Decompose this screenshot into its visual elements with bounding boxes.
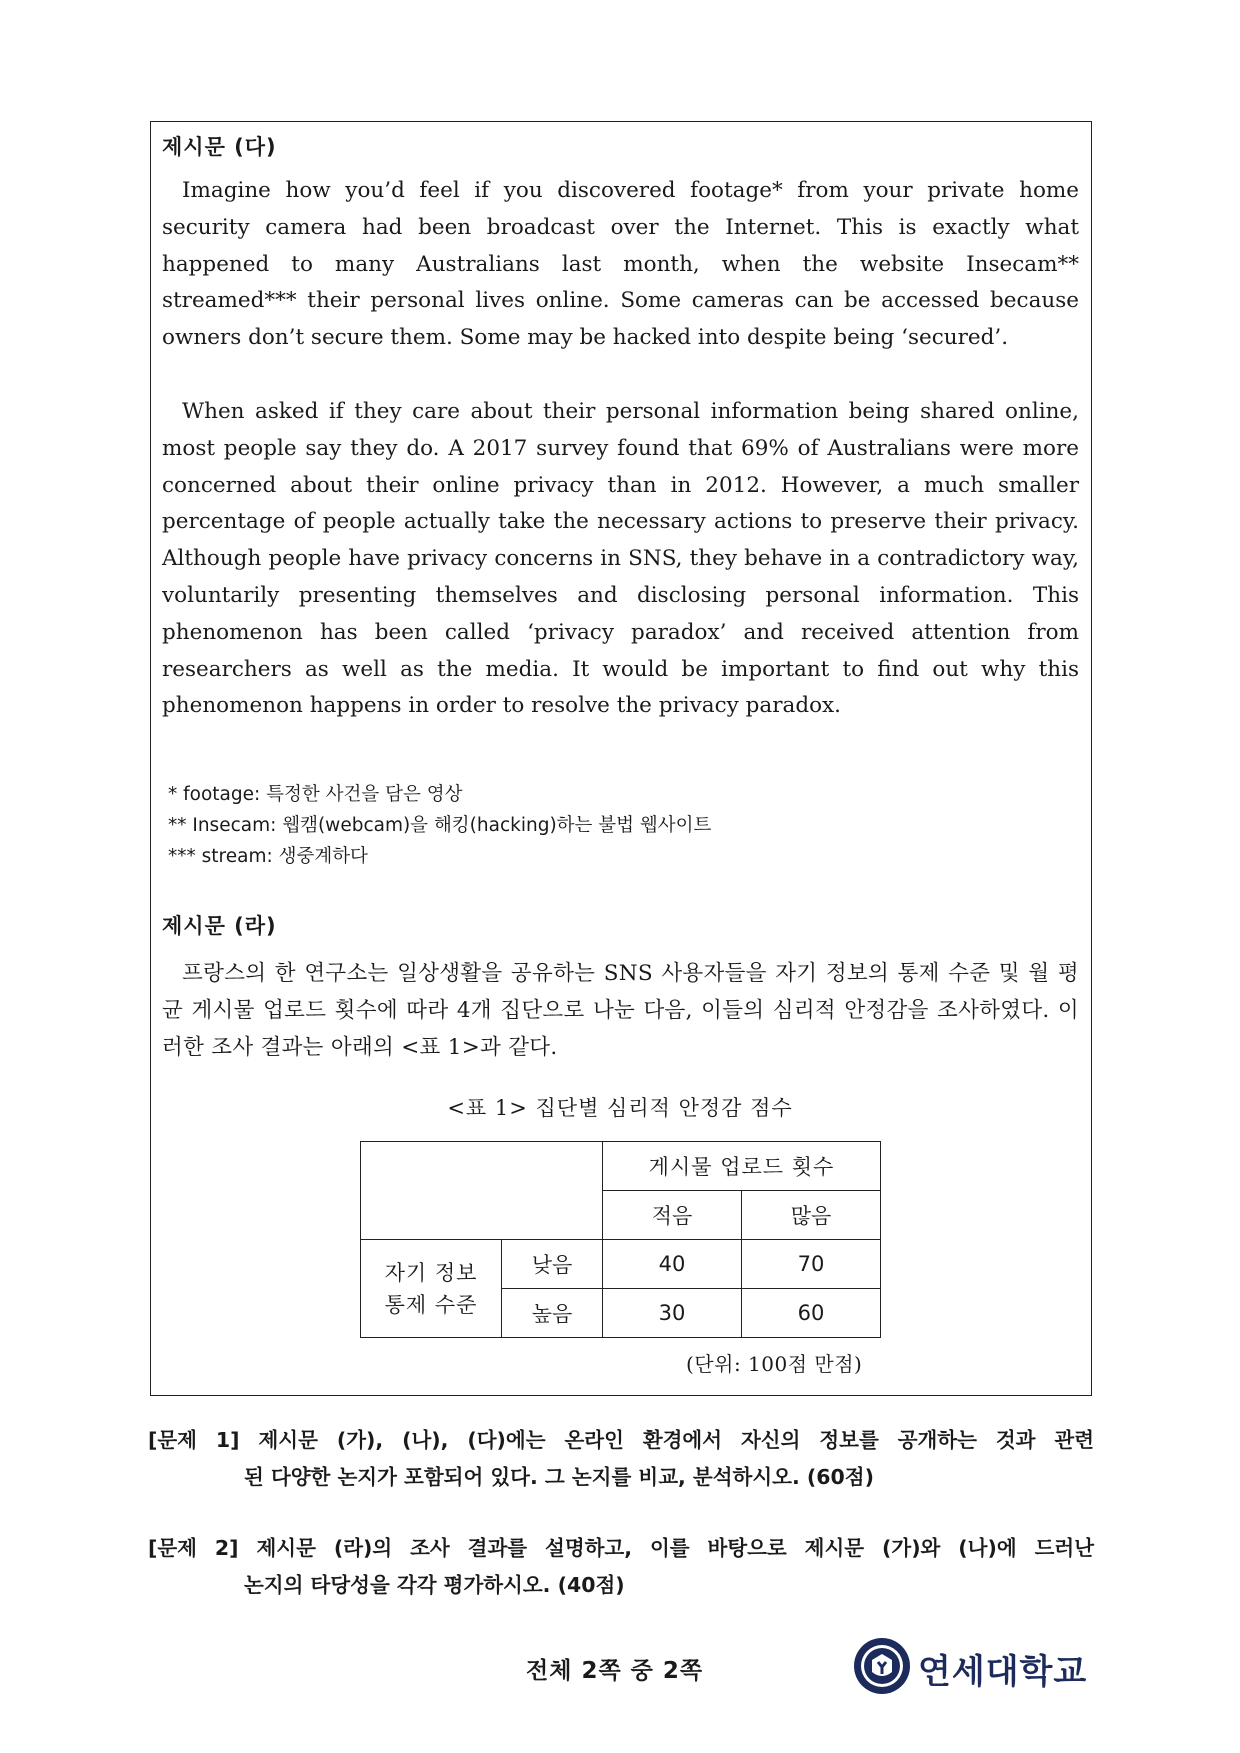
page-number: 전체 2쪽 중 2쪽 xyxy=(526,1658,704,1684)
university-seal-icon xyxy=(852,1636,912,1701)
footnote-stream: *** stream: 생중계하다 xyxy=(168,846,368,867)
cell-high-control-many-posts: 60 xyxy=(742,1289,881,1338)
column-header-high: 많음 xyxy=(742,1191,881,1240)
cell-low-control-few-posts: 40 xyxy=(603,1240,742,1289)
university-logo xyxy=(852,1636,1087,1701)
question-2 xyxy=(148,1530,1094,1604)
passage-c-heading: 제시문 (다) xyxy=(162,135,277,159)
table-corner-cell xyxy=(361,1142,603,1240)
question-2-line-1: [문제 2] 제시문 (라)의 조사 결과를 설명하고, 이를 바탕으로 제시문 (가)와 (나)에 드러난 xyxy=(148,1536,1094,1560)
question-1 xyxy=(148,1422,1094,1496)
column-header-low: 적음 xyxy=(603,1191,742,1240)
footnote-insecam: ** Insecam: 웹캠(webcam)을 해킹(hacking)하는 불법 웹사이트 xyxy=(168,815,712,836)
question-1-line-2: 된 다양한 논지가 포함되어 있다. 그 논지를 비교, 분석하시오. (60점) xyxy=(244,1465,874,1489)
result-table xyxy=(360,1141,881,1338)
footnote-footage: * footage: 특정한 사건을 담은 영상 xyxy=(168,784,463,805)
cell-low-control-many-posts: 70 xyxy=(742,1240,881,1289)
footnotes xyxy=(168,779,711,872)
logo-text: 연세대학교 xyxy=(918,1652,1088,1692)
cell-high-control-few-posts: 30 xyxy=(603,1289,742,1338)
column-group-header: 게시물 업로드 횟수 xyxy=(603,1142,881,1191)
question-1-line-1: [문제 1] 제시문 (가), (나), (다)에는 온라인 환경에서 자신의 정보를 공개하는 것과 관련 xyxy=(148,1428,1094,1452)
passage-d-heading: 제시문 (라) xyxy=(162,914,277,938)
row-group-header: 자기 정보 통제 수준 xyxy=(361,1240,502,1338)
row-header-high: 높음 xyxy=(502,1289,603,1338)
question-2-line-2: 논지의 타당성을 각각 평가하시오. (40점) xyxy=(244,1573,625,1597)
table-caption: <표 1> 집단별 심리적 안정감 점수 xyxy=(447,1096,793,1120)
table-unit-note: (단위: 100점 만점) xyxy=(686,1352,863,1376)
row-header-low: 낮음 xyxy=(502,1240,603,1289)
passage-c-paragraph-2: When asked if they care about their personal information being shared online, most people say they do. A 2017 survey found that 69% of Australians were more concerned about their online privacy than in 2012. However, a much smaller percentage of people actually take the necessary actions to preserve their privacy. Although people have privacy concerns in SNS, they behave in a contradictory way, voluntarily presenting themselves and disclosing personal information. This phenomenon has been called ‘privacy paradox’ and received attention from researchers as well as the media. It would be important to find out why this phenomenon happens in order to resolve the privacy paradox. xyxy=(162,399,1079,719)
passage-d-paragraph: 프랑스의 한 연구소는 일상생활을 공유하는 SNS 사용자들을 자기 정보의 통제 수준 및 월 평균 게시물 업로드 횟수에 따라 4개 집단으로 나눈 다음, 이들의 심리적 안정감을 조사하였다. 이러한 조사 결과는 아래의 <표 1>과 같다. xyxy=(162,961,1079,1060)
passage-c-paragraph-1: Imagine how you’d feel if you discovered footage* from your private home security camera had been broadcast over the Internet. This is exactly what happened to many Australians last month, when the website Insecam** streamed*** their personal lives online. Some cameras can be accessed because owners don’t secure them. Some may be hacked into despite being ‘secured’. xyxy=(162,178,1079,351)
